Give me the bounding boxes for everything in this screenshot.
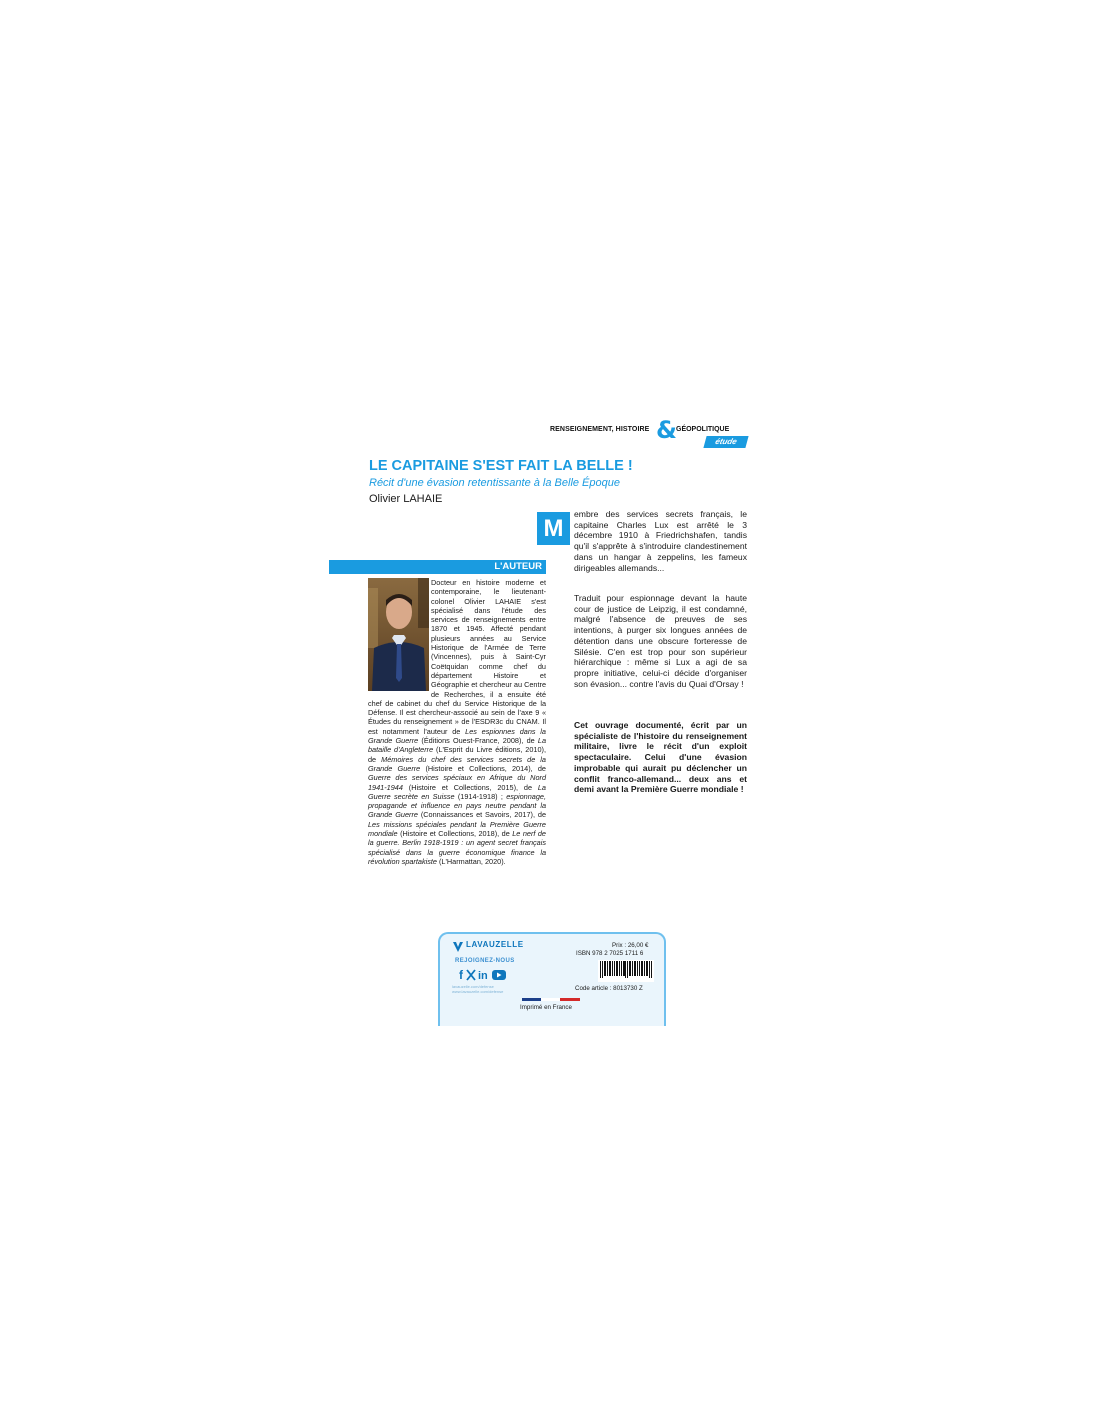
bio-book-title: Guerre des services spéciaux en Afrique du Nord 1941-1944 (368, 773, 546, 792)
series-tag: étude (703, 436, 748, 448)
bio-text: (Histoire et Collections, 2015), de (402, 782, 538, 792)
bio-book-title: Mémoires du chef des services secrets de la Grande Guerre (368, 754, 546, 773)
bio-text: (Histoire et Collections, 2018), de (397, 829, 513, 839)
printed-in: Imprimé en France (520, 1004, 572, 1011)
bio-text: (L'Esprit du Livre éditions, 2010), de (368, 745, 546, 764)
series-label: RENSEIGNEMENT, HISTOIRE (550, 426, 650, 433)
drop-cap: M (537, 512, 570, 545)
summary-paragraph-3: Cet ouvrage documenté, écrit par un spécialiste de l'histoire du renseignement militaire, livre le récit d'un exploit spectaculaire. Celui d'une évasion improbable qui aurait pu déclencher un conflit franco-allemand... deux ans et demi avant la Première Guerre mondiale ! (574, 720, 747, 795)
bio-text: il a ensuite été chef de cabinet du chef du Service Historique de la Défense. Il est chercheur-associé au sein de l'axe 9 « Études du renseignement » de l'ESDR3c du CNAM. Il est notamment l'auteur de (368, 689, 547, 736)
bio-book-title: La Guerre secrète en Suisse (368, 782, 546, 801)
author-heading: L'AUTEUR (494, 561, 542, 572)
bio-book-title: espionnage, propagande et influence en pays neutre pendant la Grande Guerre (368, 791, 546, 820)
author-heading-bar (329, 560, 546, 574)
bio-text: (L'Harmattan, 2020). (436, 856, 506, 866)
summary-paragraph-2: Traduit pour espionnage devant la haute cour de justice de Leipzig, il est condamné, malgré l'absence de preuves de ses intentions, à purger six longues années de détention dans une obscure forteresse de Silésie. C'en est trop pour son supérieur hiérarchique : même si Lux a agi de sa propre initiative, celui-ci décide d'organiser son évasion... contre l'avis du Quai d'Orsay ! (574, 593, 747, 689)
bio-text: (Connaissances et Savoirs, 2017), de (417, 810, 546, 820)
series-header (550, 416, 750, 452)
bio-text: Docteur en histoire moderne et contemporaine, le lieutenant-colonel Olivier LAHAIE s'est spécialisé dans l'étude des services de renseignements entre 1870 et 1945. Affecté pendant plusieurs années au Service Historique de l'Armée de Terre (Vincennes), puis à Saint-Cyr Coëtquidan comme chef du département Histoire et Géographie et chercheur au Centre de Recherches, (431, 578, 546, 699)
book-author: Olivier LAHAIE (369, 493, 443, 505)
svg-text:f: f (459, 968, 463, 982)
svg-text:in: in (478, 970, 488, 982)
isbn: ISBN 978 2 7025 1711 6 (576, 950, 644, 957)
summary-paragraph-1: embre des services secrets français, le capitaine Charles Lux est arrêté le 3 décembre 1910 à Friedrichshafen, tandis qu'il s'apprête à s'introduire clandestinement dans un hangar à zeppelins, les fameux dirigeables allemands... (574, 509, 747, 573)
book-title: LE CAPITAINE S'EST FAIT LA BELLE ! (369, 458, 633, 474)
barcode (598, 960, 654, 982)
bio-book-title: Les espionnes dans la Grande Guerre (368, 726, 546, 746)
join-us-label: REJOIGNEZ-NOUS (455, 958, 515, 964)
price: Prix : 26,00 € (612, 942, 649, 949)
bio-text: (Histoire et Collections, 2014), de (420, 763, 546, 773)
french-flag-icon (522, 998, 580, 1002)
bio-book-title: Le nerf de la guerre. Berlin 1918-1919 : un agent secret français spécialisé dans la guerre économique finance la révolution spartakiste (368, 829, 546, 866)
back-cover-footer (438, 932, 666, 1026)
youtube-icon[interactable] (492, 970, 506, 980)
publisher-name: LAVAUZELLE (466, 940, 524, 949)
book-subtitle: Récit d'une évasion retentissante à la Belle Époque (369, 477, 620, 489)
series-label-2: GÉOPOLITIQUE (676, 426, 730, 433)
series-ampersand: & (656, 416, 677, 444)
bio-text: (Éditions Ouest-France, 2008), de (418, 736, 538, 746)
author-bio (368, 578, 546, 866)
bio-book-title: La bataille d'Angleterre (368, 736, 547, 755)
linkedin-icon[interactable] (478, 970, 488, 982)
x-icon[interactable] (467, 970, 475, 980)
facebook-icon[interactable] (459, 968, 464, 982)
publisher-logo-icon (452, 940, 464, 954)
publisher-urls: lavauzelle.com/defense www.lavauzelle.com/defense (452, 984, 504, 994)
bio-text: (1914-1918) ; (454, 791, 507, 801)
bio-book-title: Les missions spéciales pendant la Première Guerre mondiale (368, 819, 546, 839)
article-code: Code article : 8013730 Z (575, 985, 643, 992)
